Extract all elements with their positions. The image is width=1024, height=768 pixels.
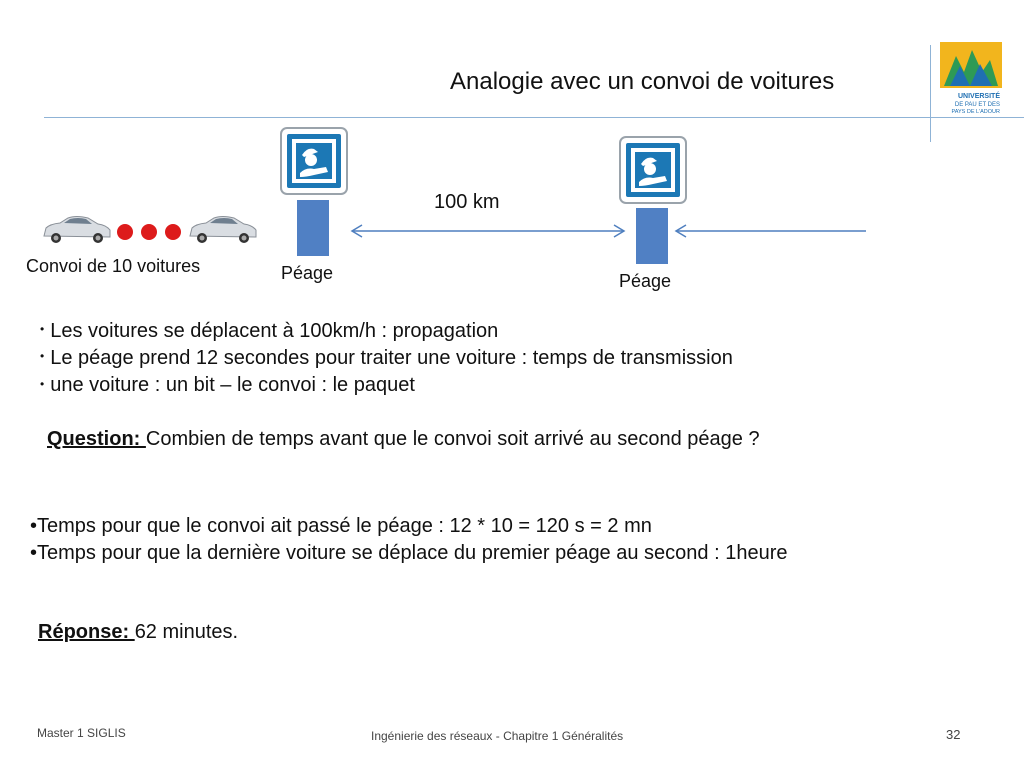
toll-sign-icon xyxy=(280,127,348,195)
car-icon xyxy=(44,217,110,244)
title-divider xyxy=(44,117,1024,118)
question-text: Combien de temps avant que le convoi soit arrivé au second péage ? xyxy=(145,428,760,450)
toll-booth-1 xyxy=(297,200,329,256)
distance-label: 100 km xyxy=(434,191,500,213)
distance-arrows xyxy=(340,220,880,240)
logo-divider xyxy=(930,45,931,142)
answer-list xyxy=(30,513,990,567)
bullet-list xyxy=(40,318,733,400)
convoy-dot xyxy=(165,224,181,240)
bullet-item: • Le péage prend 12 secondes pour traiter une voiture : temps de transmission xyxy=(40,347,733,370)
bullet-item: • une voiture : un bit – le convoi : le paquet xyxy=(40,374,415,397)
toll-label-2: Péage xyxy=(619,271,672,291)
toll-sign-icon xyxy=(619,136,687,204)
page-number: 32 xyxy=(946,727,961,742)
response-text: 62 minutes. xyxy=(134,621,239,643)
toll-label-1: Péage xyxy=(281,263,334,283)
convoy-label: Convoi de 10 voitures xyxy=(26,256,201,276)
footer-left: Master 1 SIGLIS xyxy=(37,726,126,740)
convoy-dot xyxy=(141,224,157,240)
footer-center: Ingénierie des réseaux - Chapitre 1 Généralités xyxy=(371,729,624,743)
convoy-graphic xyxy=(40,208,260,248)
bullet-item: • Les voitures se déplacent à 100km/h : propagation xyxy=(40,320,499,342)
answer-item: •Temps pour que la dernière voiture se déplace du premier péage au second : 1heure xyxy=(30,542,788,564)
university-logo xyxy=(940,42,1002,124)
car-icon xyxy=(190,217,256,244)
response xyxy=(38,621,238,644)
convoy-dot xyxy=(117,224,133,240)
question-label: Question: xyxy=(47,428,146,450)
question xyxy=(47,428,760,451)
logo-text-1: UNIVERSITÉ xyxy=(957,93,1000,100)
answer-item: •Temps pour que le convoi ait passé le péage : 12 * 10 = 120 s = 2 mn xyxy=(30,515,652,537)
response-label: Réponse: xyxy=(38,621,135,643)
logo-text-3: PAYS DE L'ADOUR xyxy=(951,109,1000,115)
logo-text-2: DE PAU ET DES xyxy=(954,102,1000,108)
slide-title: Analogie avec un convoi de voitures xyxy=(450,68,835,95)
